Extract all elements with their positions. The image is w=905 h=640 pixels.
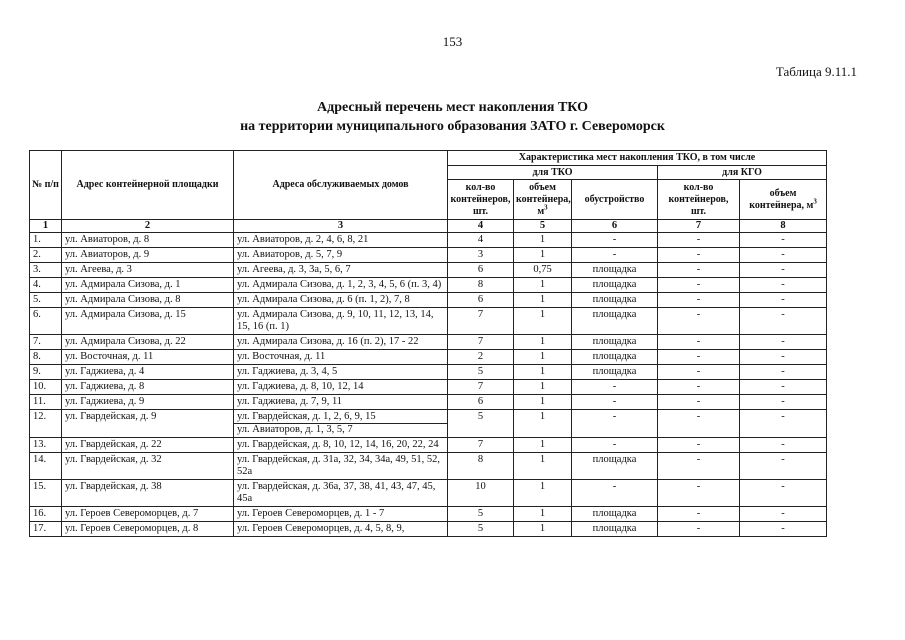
header-kgo-volume: объем контейнера, $м^3$ (740, 180, 827, 220)
row-tko-count: 8 (448, 278, 514, 293)
row-address: ул. Гвардейская, д. 38 (62, 480, 234, 507)
row-houses: ул. Героев Североморцев, д. 1 - 7 (234, 507, 448, 522)
row-tko-count: 7 (448, 438, 514, 453)
row-equipment: - (572, 380, 658, 395)
address-table (29, 150, 827, 537)
table-row (30, 308, 827, 335)
row-num: 6. (30, 308, 62, 335)
header-tko-volume: объем контейнера, $м^3$ (514, 180, 572, 220)
row-houses: ул. Гвардейская, д. 8, 10, 12, 14, 16, 20, 22, 24 (234, 438, 448, 453)
row-kgo-volume: - (740, 507, 827, 522)
table-row (30, 248, 827, 263)
row-kgo-volume: - (740, 308, 827, 335)
row-num: 15. (30, 480, 62, 507)
table-row (30, 233, 827, 248)
row-kgo-count: - (658, 278, 740, 293)
index-cell: 1 (30, 220, 62, 233)
row-tko-volume: 1 (514, 365, 572, 380)
header-address: Адрес контейнерной площадки (62, 151, 234, 220)
row-address: ул. Адмирала Сизова, д. 1 (62, 278, 234, 293)
index-cell: 8 (740, 220, 827, 233)
row-tko-volume: 1 (514, 395, 572, 410)
row-address: ул. Адмирала Сизова, д. 15 (62, 308, 234, 335)
row-num: 14. (30, 453, 62, 480)
row-tko-count: 6 (448, 263, 514, 278)
row-kgo-count: - (658, 335, 740, 350)
row-kgo-count: - (658, 380, 740, 395)
table-row (30, 278, 827, 293)
row-houses (234, 410, 448, 438)
row-houses: ул. Гаджиева, д. 3, 4, 5 (234, 365, 448, 380)
row-tko-count: 4 (448, 233, 514, 248)
row-kgo-count: - (658, 293, 740, 308)
row-houses: ул. Восточная, д. 11 (234, 350, 448, 365)
row-tko-volume: 1 (514, 438, 572, 453)
table-row (30, 293, 827, 308)
row-kgo-count: - (658, 480, 740, 507)
row-equipment: - (572, 410, 658, 438)
row-kgo-volume: - (740, 410, 827, 438)
row-tko-volume: 0,75 (514, 263, 572, 278)
row-equipment: площадка (572, 293, 658, 308)
row-houses: ул. Героев Североморцев, д. 4, 5, 8, 9, (234, 522, 448, 537)
row-tko-volume: 1 (514, 453, 572, 480)
index-cell: 5 (514, 220, 572, 233)
row-kgo-count: - (658, 365, 740, 380)
row-tko-count: 6 (448, 293, 514, 308)
row-equipment: площадка (572, 365, 658, 380)
row-tko-count: 7 (448, 335, 514, 350)
row-address: ул. Авиаторов, д. 9 (62, 248, 234, 263)
row-address: ул. Адмирала Сизова, д. 8 (62, 293, 234, 308)
row-num: 8. (30, 350, 62, 365)
page-number: 153 (442, 34, 463, 49)
row-num: 10. (30, 380, 62, 395)
row-kgo-volume: - (740, 395, 827, 410)
row-kgo-count: - (658, 507, 740, 522)
table-row (30, 395, 827, 410)
row-kgo-volume: - (740, 263, 827, 278)
row-tko-volume: 1 (514, 308, 572, 335)
row-houses: ул. Адмирала Сизова, д. 1, 2, 3, 4, 5, 6 (п. 3, 4) (234, 278, 448, 293)
row-tko-volume: 1 (514, 522, 572, 537)
row-tko-count: 7 (448, 380, 514, 395)
row-tko-volume: 1 (514, 293, 572, 308)
row-kgo-volume: - (740, 278, 827, 293)
row-num: 2. (30, 248, 62, 263)
row-tko-count: 5 (448, 410, 514, 438)
row-houses: ул. Гаджиева, д. 8, 10, 12, 14 (234, 380, 448, 395)
row-houses: ул. Авиаторов, д. 2, 4, 6, 8, 21 (234, 233, 448, 248)
row-kgo-count: - (658, 522, 740, 537)
row-houses: ул. Гвардейская, д. 31а, 32, 34, 34а, 49, 51, 52, 52а (234, 453, 448, 480)
row-tko-volume: 1 (514, 410, 572, 438)
index-cell: 2 (62, 220, 234, 233)
row-num: 5. (30, 293, 62, 308)
row-tko-count: 6 (448, 395, 514, 410)
row-num: 16. (30, 507, 62, 522)
row-houses: ул. Гаджиева, д. 7, 9, 11 (234, 395, 448, 410)
title-line-1: Адресный перечень мест накопления ТКО (317, 100, 588, 115)
row-tko-volume: 1 (514, 335, 572, 350)
index-cell: 7 (658, 220, 740, 233)
row-equipment: площадка (572, 308, 658, 335)
header-tko-count: кол-во контейнеров, шт. (448, 180, 514, 220)
row-address: ул. Авиаторов, д. 8 (62, 233, 234, 248)
table-row (30, 453, 827, 480)
row-kgo-volume: - (740, 380, 827, 395)
row-kgo-volume: - (740, 480, 827, 507)
row-address: ул. Гвардейская, д. 32 (62, 453, 234, 480)
row-address: ул. Героев Североморцев, д. 7 (62, 507, 234, 522)
row-kgo-volume: - (740, 438, 827, 453)
row-num: 4. (30, 278, 62, 293)
header-characteristics: Характеристика мест накопления ТКО, в том числе (448, 151, 827, 166)
row-tko-count: 5 (448, 522, 514, 537)
row-tko-volume: 1 (514, 480, 572, 507)
row-kgo-volume: - (740, 233, 827, 248)
row-num: 17. (30, 522, 62, 537)
row-tko-count: 10 (448, 480, 514, 507)
row-equipment: - (572, 233, 658, 248)
row-tko-volume: 1 (514, 233, 572, 248)
header-num: № п/п (30, 151, 62, 220)
row-tko-count: 5 (448, 507, 514, 522)
row-kgo-volume: - (740, 453, 827, 480)
row-tko-count: 5 (448, 365, 514, 380)
row-kgo-volume: - (740, 350, 827, 365)
row-address: ул. Восточная, д. 11 (62, 350, 234, 365)
row-kgo-volume: - (740, 248, 827, 263)
header-kgo-count: кол-во контейнеров, шт. (658, 180, 740, 220)
row-kgo-count: - (658, 395, 740, 410)
table-row (30, 507, 827, 522)
document-title (0, 98, 905, 136)
row-equipment: площадка (572, 278, 658, 293)
row-tko-count: 7 (448, 308, 514, 335)
row-tko-volume: 1 (514, 380, 572, 395)
row-address: ул. Героев Североморцев, д. 8 (62, 522, 234, 537)
table-row (30, 438, 827, 453)
row-kgo-count: - (658, 438, 740, 453)
table-row (30, 410, 827, 438)
row-num: 3. (30, 263, 62, 278)
row-kgo-count: - (658, 263, 740, 278)
row-num: 12. (30, 410, 62, 438)
row-kgo-count: - (658, 410, 740, 438)
table-row (30, 522, 827, 537)
row-tko-volume: 1 (514, 248, 572, 263)
row-num: 7. (30, 335, 62, 350)
row-houses: ул. Адмирала Сизова, д. 16 (п. 2), 17 - 22 (234, 335, 448, 350)
row-num: 13. (30, 438, 62, 453)
row-address: ул. Адмирала Сизова, д. 22 (62, 335, 234, 350)
table-row (30, 263, 827, 278)
row-tko-volume: 1 (514, 350, 572, 365)
row-kgo-count: - (658, 308, 740, 335)
row-equipment: - (572, 395, 658, 410)
table-row (30, 365, 827, 380)
row-kgo-count: - (658, 350, 740, 365)
row-num: 11. (30, 395, 62, 410)
row-equipment: площадка (572, 263, 658, 278)
row-tko-volume: 1 (514, 507, 572, 522)
row-houses: ул. Адмирала Сизова, д. 9, 10, 11, 12, 13, 14, 15, 16 (п. 1) (234, 308, 448, 335)
row-tko-volume: 1 (514, 278, 572, 293)
row-tko-count: 2 (448, 350, 514, 365)
row-address: ул. Гаджиева, д. 9 (62, 395, 234, 410)
row-kgo-volume: - (740, 522, 827, 537)
row-tko-count: 8 (448, 453, 514, 480)
row-equipment: площадка (572, 350, 658, 365)
table-label: Таблица 9.11.1 (775, 64, 857, 79)
index-cell: 4 (448, 220, 514, 233)
row-equipment: площадка (572, 453, 658, 480)
row-kgo-count: - (658, 233, 740, 248)
row-address: ул. Гвардейская, д. 22 (62, 438, 234, 453)
row-kgo-volume: - (740, 365, 827, 380)
row-address: ул. Гаджиева, д. 4 (62, 365, 234, 380)
header-kgo: для КГО (658, 166, 827, 180)
index-cell: 6 (572, 220, 658, 233)
row-equipment: площадка (572, 522, 658, 537)
row-houses-line: ул. Гвардейская, д. 1, 2, 6, 9, 15 (237, 411, 376, 422)
row-num: 1. (30, 233, 62, 248)
title-line-2: на территории муниципального образования ЗАТО г. Североморск (240, 119, 665, 134)
row-kgo-volume: - (740, 335, 827, 350)
row-kgo-volume: - (740, 293, 827, 308)
table-row (30, 480, 827, 507)
row-houses: ул. Агеева, д. 3, 3а, 5, 6, 7 (234, 263, 448, 278)
column-index-row (30, 220, 827, 233)
header-equipment: обустройство (572, 180, 658, 220)
row-equipment: - (572, 248, 658, 263)
row-equipment: площадка (572, 335, 658, 350)
row-equipment: - (572, 438, 658, 453)
row-address: ул. Гвардейская, д. 9 (62, 410, 234, 438)
row-kgo-count: - (658, 248, 740, 263)
index-cell: 3 (234, 220, 448, 233)
row-num: 9. (30, 365, 62, 380)
header-houses: Адреса обслуживаемых домов (234, 151, 448, 220)
table-row (30, 335, 827, 350)
row-houses: ул. Авиаторов, д. 5, 7, 9 (234, 248, 448, 263)
row-equipment: - (572, 480, 658, 507)
row-kgo-count: - (658, 453, 740, 480)
row-houses: ул. Гвардейская, д. 36а, 37, 38, 41, 43, 47, 45, 45а (234, 480, 448, 507)
row-tko-count: 3 (448, 248, 514, 263)
table-row (30, 350, 827, 365)
table-row (30, 380, 827, 395)
row-address: ул. Агеева, д. 3 (62, 263, 234, 278)
row-equipment: площадка (572, 507, 658, 522)
row-address: ул. Гаджиева, д. 8 (62, 380, 234, 395)
row-houses-line: ул. Авиаторов, д. 1, 3, 5, 7 (234, 423, 447, 436)
header-tko: для ТКО (448, 166, 658, 180)
row-houses: ул. Адмирала Сизова, д. 6 (п. 1, 2), 7, 8 (234, 293, 448, 308)
